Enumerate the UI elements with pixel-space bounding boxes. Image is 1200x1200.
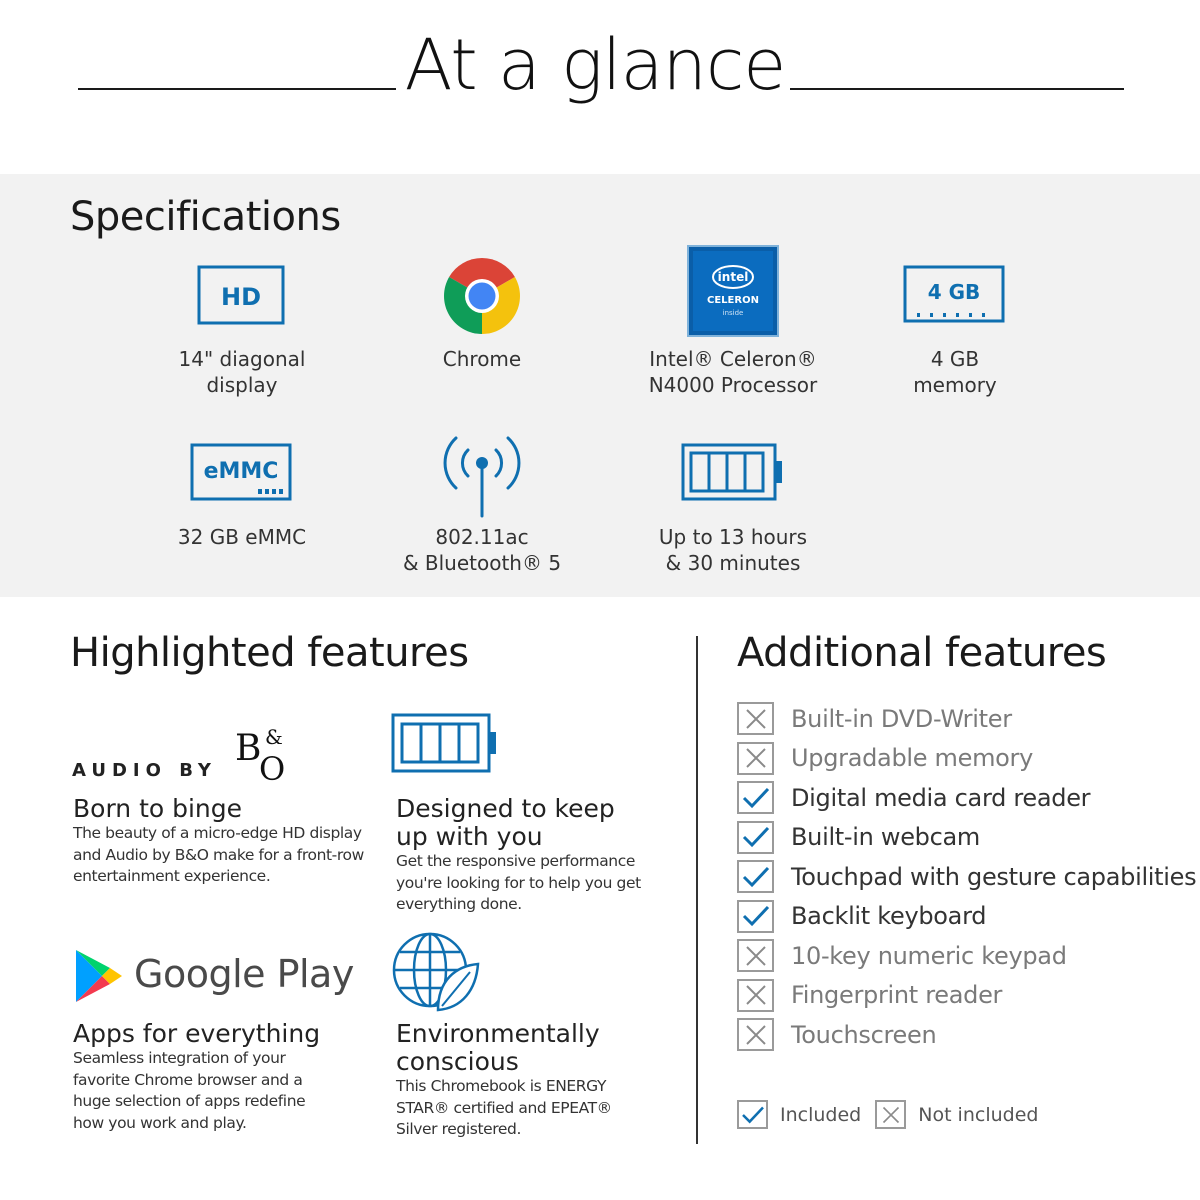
list-item <box>737 857 1197 897</box>
cross-icon <box>737 1018 774 1051</box>
list-item <box>737 778 1177 818</box>
hd-display-icon <box>122 246 362 346</box>
cross-icon <box>737 742 774 775</box>
spec-display-line2: display <box>206 373 278 397</box>
specifications-title: Specifications <box>70 194 341 240</box>
feature-label: Built-in webcam <box>791 823 981 852</box>
google-play-icon <box>72 948 124 1008</box>
battery-icon <box>613 424 853 524</box>
feature-desc: The beauty of a micro-edge HD display and Audio by B&O make for a front-row entertainment experience. <box>73 824 364 885</box>
feature-desc: Seamless integration of your favorite Chrome browser and a huge selection of apps redefine how you work and play. <box>73 1049 306 1132</box>
feature-apps-for-everything <box>73 1020 323 1134</box>
legend <box>737 1100 1052 1129</box>
feature-label: Touchpad with gesture capabilities <box>791 862 1197 891</box>
feature-label: Upgradable memory <box>791 744 1034 773</box>
feature-designed-to-keep-up <box>396 795 646 916</box>
list-item <box>737 739 1177 779</box>
feature-desc: This Chromebook is ENERGY STAR® certified and EPEAT® Silver registered. <box>396 1077 612 1138</box>
intel-badge-text: intel <box>717 270 749 284</box>
spec-wireless-line2: & Bluetooth® 5 <box>402 551 562 575</box>
spec-processor-line1: Intel® Celeron® <box>649 347 817 371</box>
spec-memory <box>835 246 1075 398</box>
spec-os-label: Chrome <box>442 347 522 371</box>
legend-included-label: Included <box>780 1103 862 1126</box>
feature-born-to-binge <box>73 795 373 888</box>
globe-leaf-icon <box>390 930 480 1018</box>
feature-label: Backlit keyboard <box>791 902 987 931</box>
spec-display <box>122 246 362 398</box>
check-icon <box>737 860 774 893</box>
inside-badge-text: inside <box>722 309 744 317</box>
feature-environmentally-conscious <box>396 1020 646 1141</box>
battery-icon <box>390 712 500 780</box>
emmc-storage-icon <box>122 424 362 524</box>
svg-text:&: & <box>265 725 283 749</box>
spec-os <box>362 246 602 372</box>
spec-battery-line1: Up to 13 hours <box>658 525 808 549</box>
list-item <box>737 1015 1177 1055</box>
bo-logo-icon <box>233 722 295 784</box>
legend-not-included-label: Not included <box>918 1103 1039 1126</box>
feature-label: 10-key numeric keypad <box>791 941 1067 970</box>
chrome-logo-icon <box>362 246 602 346</box>
spec-storage <box>122 424 362 550</box>
check-icon <box>737 781 774 814</box>
spec-processor <box>613 236 853 398</box>
spec-battery <box>613 424 853 576</box>
hd-badge-text: HD <box>220 283 262 311</box>
feature-desc: Get the responsive performance you're looking for to help you get everything done. <box>396 852 641 913</box>
list-item <box>737 897 1177 937</box>
list-item <box>737 818 1177 858</box>
column-divider <box>696 636 698 1144</box>
spec-wireless-line1: 802.11ac <box>435 525 529 549</box>
check-icon <box>737 1100 768 1129</box>
spec-storage-label: 32 GB eMMC <box>177 525 307 549</box>
cross-icon <box>737 939 774 972</box>
header-rule-right <box>790 88 1124 90</box>
header-rule-left <box>78 88 396 90</box>
list-item <box>737 699 1177 739</box>
spec-memory-line2: memory <box>913 373 997 397</box>
cross-icon <box>737 979 774 1012</box>
memory-badge-text: 4 GB <box>927 280 981 304</box>
page-header <box>0 0 1200 172</box>
page-title: At a glance <box>404 24 786 106</box>
feature-title: Environmentally conscious <box>396 1019 600 1076</box>
memory-chip-icon <box>835 246 1075 346</box>
feature-label: Digital media card reader <box>791 783 1091 812</box>
spec-processor-line2: N4000 Processor <box>648 373 818 397</box>
cross-icon <box>875 1100 906 1129</box>
feature-label: Touchscreen <box>791 1020 937 1049</box>
emmc-badge-text: eMMC <box>203 459 279 484</box>
intel-celeron-badge-icon <box>613 236 853 346</box>
feature-title: Designed to keep up with you <box>396 794 615 851</box>
audio-by-label: AUDIO BY <box>72 760 217 781</box>
check-icon <box>737 900 774 933</box>
specifications-section <box>0 174 1200 597</box>
svg-text:B: B <box>235 728 262 769</box>
cross-icon <box>737 702 774 735</box>
check-icon <box>737 821 774 854</box>
feature-label: Built-in DVD-Writer <box>791 704 1012 733</box>
spec-display-line1: 14" diagonal <box>178 347 306 371</box>
list-item <box>737 976 1177 1016</box>
feature-title: Apps for everything <box>73 1019 321 1048</box>
additional-title: Additional features <box>737 630 1107 676</box>
celeron-badge-text: CELERON <box>707 295 759 306</box>
feature-title: Born to binge <box>73 794 243 823</box>
svg-text:O: O <box>259 750 286 784</box>
spec-memory-line1: 4 GB <box>930 347 980 371</box>
feature-label: Fingerprint reader <box>791 981 1003 1010</box>
additional-features-list <box>737 699 1197 1055</box>
wireless-antenna-icon <box>362 424 602 524</box>
list-item <box>737 936 1177 976</box>
google-play-wordmark: Google Play <box>134 952 354 996</box>
highlighted-title: Highlighted features <box>70 630 469 676</box>
spec-battery-line2: & 30 minutes <box>665 551 801 575</box>
spec-wireless <box>362 424 602 576</box>
